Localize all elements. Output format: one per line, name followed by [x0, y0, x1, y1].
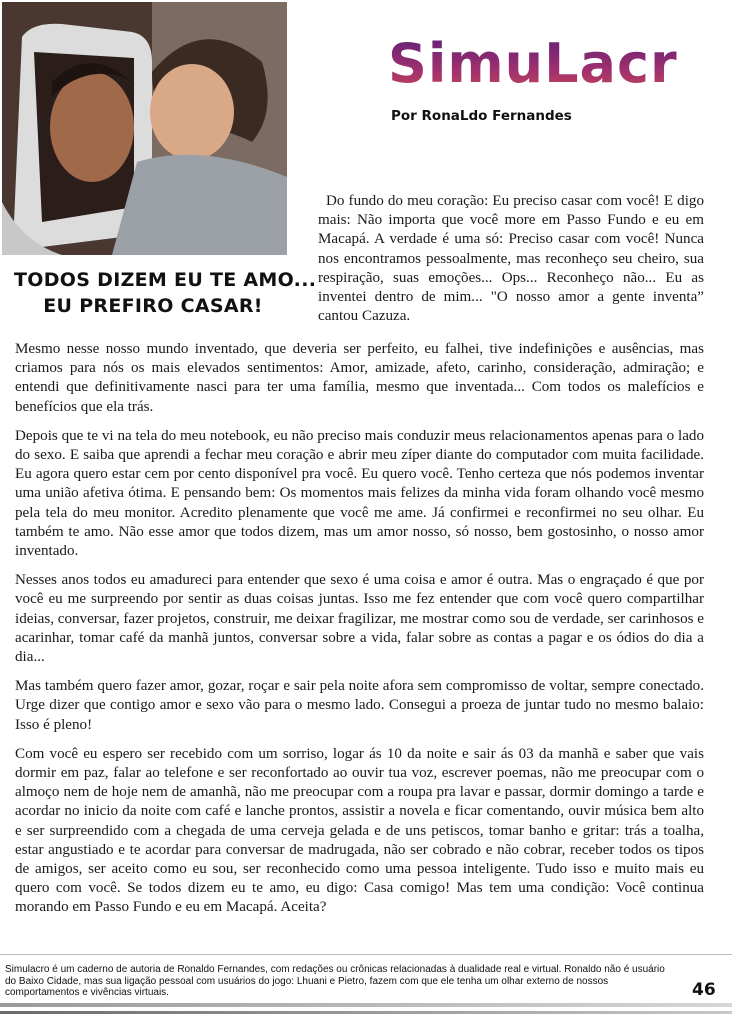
headline-line-1: TODOS DIZEM EU TE AMO...: [14, 269, 317, 291]
masthead-title: SimuLacro: [388, 32, 716, 95]
photo-illustration: [2, 2, 287, 255]
page-number: 46: [692, 980, 716, 1000]
body-paragraph: Nesses anos todos eu amadureci para entender que sexo é uma coisa e amor é outra. Mas o engraçado é que por você eu me surpreendo por sentir as duas coisas juntas. Isso me fez entender que com você quero compartilhar ideias, conversar, fazer projetos, construir, me deixar fragilizar, me mostrar como sou de verdade, ser carinhosos e acarinhar, tomar café da manhã juntos, conversar sobre a vida, falar sobre as contas a pagar e os ódios do dia a dia...: [15, 572, 704, 666]
footer-bar: [0, 1003, 732, 1007]
body-paragraph: Depois que te vi na tela do meu notebook, eu não preciso mais conduzir meus relacionamentos apenas para o lado do sexo. E saiba que aprendi a fechar meu coração e abrir meu zíper diante do computador com muita facilidade. Eu agora quero estar cem por cento disponível pra você. Eu quero você. Tenho certeza que nós podemos inventar uma união afetiva ótima. E pensando bem: Os momentos mais felizes da minha vida foram olhando você mesmo pela tela do meu monitor. Acredito plenamente que você me ame. Já confirmei e reconfirmei no seu olhar. Eu também te amo. Não esse amor que todos dizem, mas um amor nosso, só nosso, bem gostosinho, o nosso amor inventado.: [15, 427, 704, 560]
article-headline: [14, 267, 317, 319]
article-body: [15, 340, 704, 928]
body-paragraph: Mas também quero fazer amor, gozar, roçar e sair pela noite afora sem compromisso de voltar, sempre conectado. Urge dizer que contigo amor e sexo vão para o mesmo lado. Consegui a proeza de juntar tudo no mesmo balaio: Isso é pleno!: [15, 678, 704, 733]
couple-monitor-photo: [2, 2, 287, 255]
footer-note: Simulacro é um caderno de autoria de Ronaldo Fernandes, com redações ou crônicas relacionadas à dualidade real e virtual. Ronaldo não é usuário do Baixo Cidade, mas sua ligação pessoal com usuários do jogo: Lhuani e Pietro, fazem com que ele tenha um olhar externo de nossos comportamentos e vivências virtuais.: [5, 964, 665, 998]
headline-line-2: EU PREFIRO CASAR!: [43, 295, 263, 317]
intro-column: [318, 192, 704, 326]
footer-bar-lower: [0, 1011, 732, 1014]
body-paragraph: Mesmo nesse nosso mundo inventado, que deveria ser perfeito, eu falhei, tive indefinições e ausências, mas criamos para nós os mais elevados sentimentos: Amor, amizade, afeto, carinho, consideração, admiração; e entendi que definitivamente nasci para ter uma família, mesmo que inventada... Com todos os malefícios e benefícios que ela trás.: [15, 341, 704, 415]
masthead-byline: Por RonaLdo Fernandes: [391, 108, 572, 124]
intro-paragraph: Do fundo do meu coração: Eu preciso casar com você! E digo mais: Não importa que você more em Passo Fundo e eu em Macapá. A verdade é uma só: Preciso casar com você! Nunca nos encontramos pessoalmente, mas reconheço seu cheiro, sua respiração, suas emoções... Ops... Reconheço não... Eu as inventei dentro de mim... "O nosso amor a gente inventa” cantou Cazuza.: [318, 193, 704, 325]
footer-divider: [0, 954, 732, 955]
body-paragraph: Com você eu espero ser recebido com um sorriso, logar ás 10 da noite e sair ás 03 da manhã e saber que vais dormir em paz, falar ao telefone e ser reconfortado ao ouvir tua voz, escrever poemas, não me preocupar com o almoço nem de hoje nem de amanhã, não me preocupar com a roupa pra lavar e passar, dormir domingo a tarde e acordar no inicio da noite com café e lanche prontos, assistir a novela e ficar comentando, ouvir música bem alto e ser surpreendido com a chegada de uma cerveja gelada e de uns petiscos, tomar banho e gritar: trás a toalha, estar angustiado e te acordar para conversar de madrugada, não ser cobrado e não cobrar, receber todos os tipos de amigos, ser aceito como eu sou, ser reconhecido como uma pessoa inteligente. Tudo isso e muito mais eu quero com você. Se todos dizem eu te amo, eu digo: Casa comigo! Mas tem uma condição: Você continua morando em Passo Fundo e eu em Macapá. Aceita?: [15, 745, 704, 916]
